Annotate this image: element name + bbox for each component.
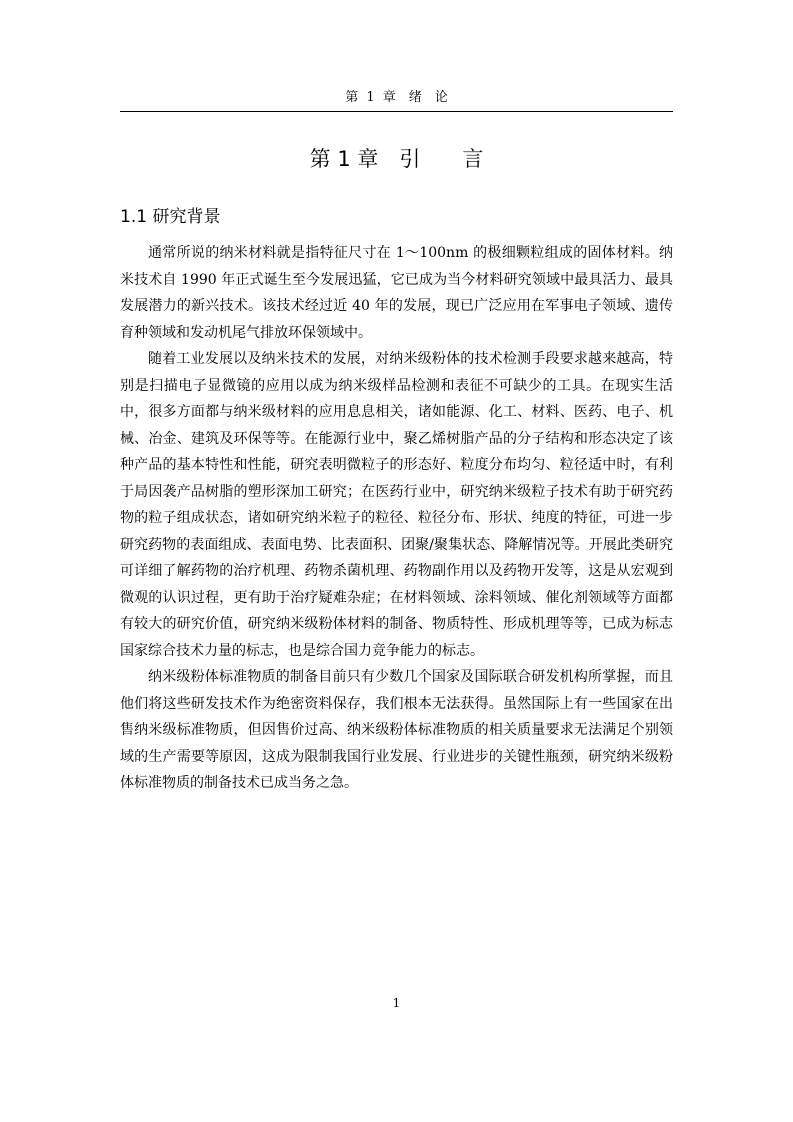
body-text	[120, 240, 673, 797]
section-heading: 1.1 研究背景	[120, 207, 221, 227]
chapter-title: 第 1 章 引 言	[309, 147, 484, 171]
paragraph-3: 纳米级粉体标准物质的制备目前只有少数几个国家及国际联合研发机构所掌握，而且他们将这些研发技术作为绝密资料保存，我们根本无法获得。虽然国际上有一些国家在出售纳米级标准物质，但因售价过高、纳米级粉体标准物质的相关质量要求无法满足个别领域的生产需要等原因，这成为限制我国行业发展、行业进步的关键性瓶颈，研究纳米级粉体标准物质的制备技术已成当务之急。	[120, 669, 673, 791]
paragraph-1: 通常所说的纳米材料就是指特征尺寸在 1～100nm 的极细颗粒组成的固体材料。纳米技术自 1990 年正式诞生至今发展迅猛，它已成为当今材料研究领域中最具活力、最具发展潜力的新兴技术。该技术经过近 40 年的发展，现已广泛应用在军事电子领域、遗传育种领域和发动机尾气排放环保领域中。	[120, 245, 673, 341]
page-number: 1	[392, 996, 401, 1010]
paragraph-2: 随着工业发展以及纳米技术的发展，对纳米级粉体的技术检测手段要求越来越高，特别是扫描电子显微镜的应用以成为纳米级样品检测和表征不可缺少的工具。在现实生活中，很多方面都与纳米级材料的应用息息相关，诸如能源、化工、材料、医药、电子、机械、冶金、建筑及环保等等。在能源行业中，聚乙烯树脂产品的分子结构和形态决定了该种产品的基本特性和性能，研究表明微粒子的形态好、粒度分布均匀、粒径适中时，有利于局因袭产品树脂的塑形深加工研究；在医药行业中，研究纳米级粒子技术有助于研究药物的粒子组成状态，诸如研究纳米粒子的粒径、粒径分布、形状、纯度的特征，可进一步研究药物的表面组成、表面电势、比表面积、团聚/聚集状态、降解情况等。开展此类研究可详细了解药物的治疗机理、药物杀菌机理、药物副作用以及药物开发等，这是从宏观到微观的认识过程，更有助于治疗疑难杂症；在材料领域、涂料领域、催化剂领域等方面都有较大的研究价值，研究纳米级粉体材料的制备、物质特性、形成机理等等，已成为标志国家综合技术力量的标志，也是综合国力竞争能力的标志。	[120, 351, 673, 659]
header-rule	[120, 111, 673, 112]
running-header: 第 1 章 绪 论	[345, 90, 448, 105]
